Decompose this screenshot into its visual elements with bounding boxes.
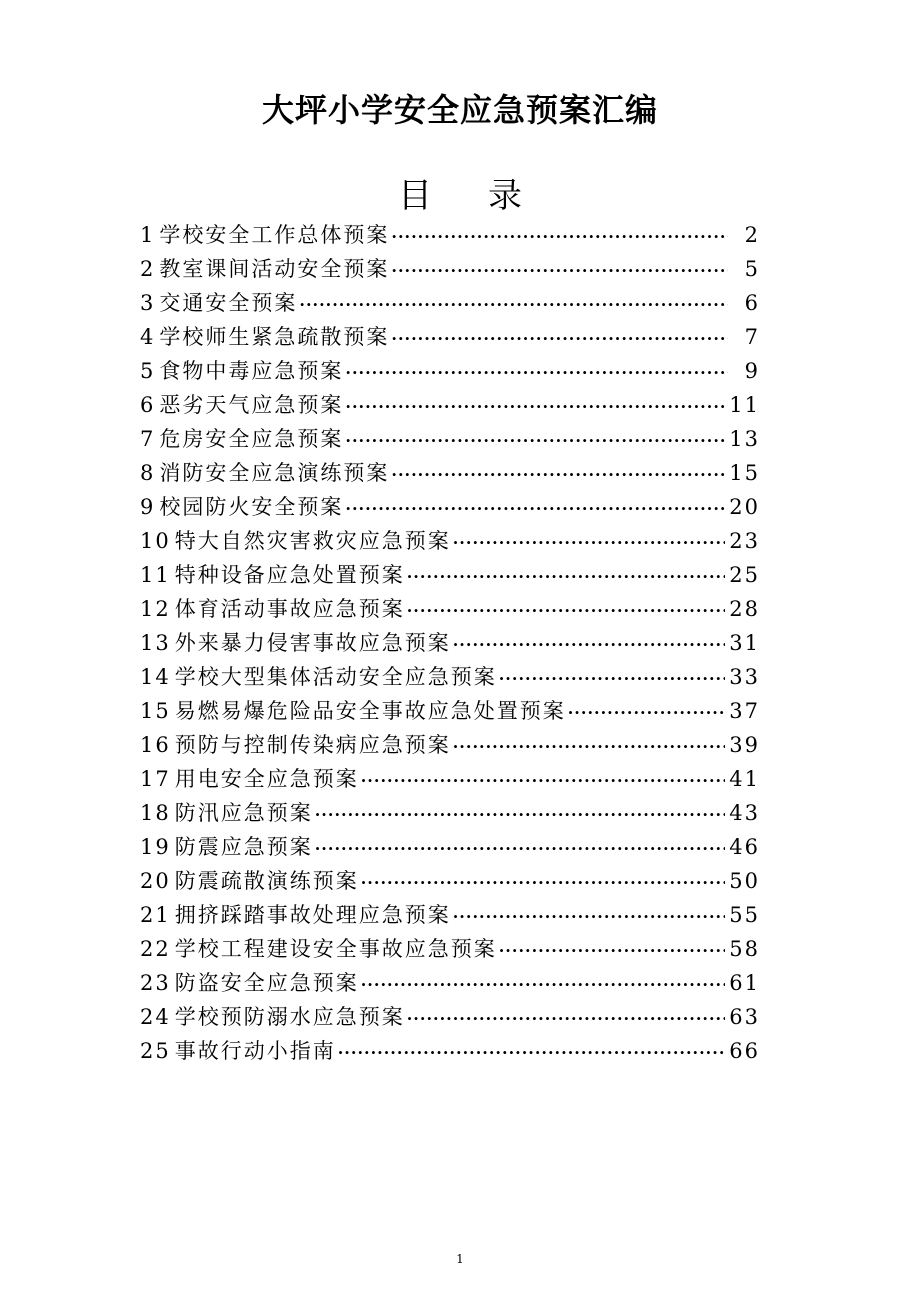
toc-entry-number: 7 bbox=[140, 427, 156, 451]
toc-dot-leader bbox=[338, 1036, 726, 1070]
toc-dot-leader bbox=[315, 832, 726, 866]
toc-entry-page: 7 bbox=[744, 325, 760, 349]
toc-entry-number: 19 bbox=[140, 835, 171, 859]
toc-dot-leader bbox=[391, 254, 728, 288]
toc-entry[interactable] bbox=[140, 422, 760, 456]
toc-dot-leader bbox=[345, 492, 725, 526]
toc-entry-number: 6 bbox=[140, 393, 156, 417]
toc-dot-leader bbox=[453, 526, 726, 560]
toc-entry-page: 11 bbox=[729, 393, 760, 417]
toc-dot-leader bbox=[345, 390, 725, 424]
toc-entry-title: 教室课间活动安全预案 bbox=[159, 257, 390, 281]
toc-entry-page: 25 bbox=[729, 563, 760, 587]
toc-entry-page: 41 bbox=[729, 767, 760, 791]
toc-entry[interactable] bbox=[140, 966, 760, 1000]
toc-entry-title: 消防安全应急演练预案 bbox=[159, 461, 390, 485]
toc-dot-leader bbox=[391, 220, 728, 254]
toc-dot-leader bbox=[391, 322, 728, 356]
toc-entry-number: 10 bbox=[140, 529, 171, 553]
toc-dot-leader bbox=[407, 594, 726, 628]
toc-entry-title: 外来暴力侵害事故应急预案 bbox=[174, 631, 451, 655]
toc-entry-page: 55 bbox=[729, 903, 760, 927]
toc-entry-number: 15 bbox=[140, 699, 171, 723]
toc-entry[interactable] bbox=[140, 762, 760, 796]
toc-entry-page: 9 bbox=[744, 359, 760, 383]
toc-entry[interactable] bbox=[140, 218, 760, 252]
toc-entry[interactable] bbox=[140, 558, 760, 592]
toc-entry-number: 13 bbox=[140, 631, 171, 655]
toc-entry-title: 学校工程建设安全事故应急预案 bbox=[174, 937, 497, 961]
toc-entry[interactable] bbox=[140, 592, 760, 626]
toc-entry-page: 5 bbox=[744, 257, 760, 281]
toc-entry-page: 39 bbox=[729, 733, 760, 757]
toc-entry[interactable] bbox=[140, 694, 760, 728]
toc-entry-number: 20 bbox=[140, 869, 171, 893]
toc-dot-leader bbox=[407, 560, 726, 594]
toc-entry-title: 恶劣天气应急预案 bbox=[159, 393, 344, 417]
toc-entry-title: 防震疏散演练预案 bbox=[174, 869, 359, 893]
toc-entry-title: 易燃易爆危险品安全事故应急处置预案 bbox=[174, 699, 566, 723]
toc-entry[interactable] bbox=[140, 490, 760, 524]
toc-entry-page: 15 bbox=[729, 461, 760, 485]
page-number: 1 bbox=[456, 1252, 464, 1266]
toc-entry[interactable] bbox=[140, 932, 760, 966]
toc-entry[interactable] bbox=[140, 320, 760, 354]
toc-entry[interactable] bbox=[140, 1034, 760, 1068]
toc-entry-page: 43 bbox=[729, 801, 760, 825]
toc-entry-number: 23 bbox=[140, 971, 171, 995]
toc-heading bbox=[0, 174, 920, 218]
toc-heading-char-2: 录 bbox=[488, 176, 522, 216]
toc-entry-title: 学校预防溺水应急预案 bbox=[174, 1005, 405, 1029]
toc-entry-page: 61 bbox=[729, 971, 760, 995]
toc-entry-title: 防盗安全应急预案 bbox=[174, 971, 359, 995]
toc-dot-leader bbox=[345, 356, 728, 390]
toc-entry-title: 体育活动事故应急预案 bbox=[174, 597, 405, 621]
toc-entry-number: 2 bbox=[140, 257, 156, 281]
toc-dot-leader bbox=[361, 866, 726, 900]
toc-entry-title: 事故行动小指南 bbox=[174, 1039, 336, 1063]
toc-entry-number: 22 bbox=[140, 937, 171, 961]
toc-entry-page: 31 bbox=[729, 631, 760, 655]
toc-entry[interactable] bbox=[140, 1000, 760, 1034]
toc-entry[interactable] bbox=[140, 456, 760, 490]
toc-entry[interactable] bbox=[140, 660, 760, 694]
toc-entry-page: 2 bbox=[744, 223, 760, 247]
toc-entry-page: 58 bbox=[729, 937, 760, 961]
toc-entry-number: 9 bbox=[140, 495, 156, 519]
toc-entry[interactable] bbox=[140, 252, 760, 286]
toc-dot-leader bbox=[453, 900, 726, 934]
toc-entry-title: 交通安全预案 bbox=[159, 291, 298, 315]
toc-dot-leader bbox=[361, 764, 726, 798]
toc-entry-page: 63 bbox=[729, 1005, 760, 1029]
document-title: 大坪小学安全应急预案汇编 bbox=[261, 91, 658, 129]
toc-entry[interactable] bbox=[140, 728, 760, 762]
toc-dot-leader bbox=[391, 458, 725, 492]
toc-entry-title: 学校安全工作总体预案 bbox=[159, 223, 390, 247]
toc-entry-number: 18 bbox=[140, 801, 171, 825]
toc-entry-title: 拥挤踩踏事故处理应急预案 bbox=[174, 903, 451, 927]
toc-dot-leader bbox=[453, 730, 726, 764]
toc-entry-number: 21 bbox=[140, 903, 171, 927]
toc-entry-title: 学校师生紧急疏散预案 bbox=[159, 325, 390, 349]
toc-entry-page: 33 bbox=[729, 665, 760, 689]
toc-entry-title: 校园防火安全预案 bbox=[159, 495, 344, 519]
toc-dot-leader bbox=[499, 662, 726, 696]
toc-dot-leader bbox=[499, 934, 726, 968]
toc-entry-page: 50 bbox=[729, 869, 760, 893]
toc-entry-title: 特种设备应急处置预案 bbox=[174, 563, 405, 587]
toc-entry[interactable] bbox=[140, 864, 760, 898]
toc-entry-number: 12 bbox=[140, 597, 171, 621]
toc-dot-leader bbox=[345, 424, 725, 458]
toc-entry-page: 37 bbox=[729, 699, 760, 723]
toc-entry[interactable] bbox=[140, 626, 760, 660]
toc-entry-number: 14 bbox=[140, 665, 171, 689]
toc-entry-page: 66 bbox=[729, 1039, 760, 1063]
toc-entry-title: 食物中毒应急预案 bbox=[159, 359, 344, 383]
toc-entry-title: 用电安全应急预案 bbox=[174, 767, 359, 791]
toc-heading-char-1: 目 bbox=[398, 176, 432, 216]
toc-entry[interactable] bbox=[140, 898, 760, 932]
toc-entry-number: 8 bbox=[140, 461, 156, 485]
toc-entry-page: 23 bbox=[729, 529, 760, 553]
toc-entry-title: 防汛应急预案 bbox=[174, 801, 313, 825]
toc-entry[interactable] bbox=[140, 286, 760, 320]
toc-entry-number: 16 bbox=[140, 733, 171, 757]
toc-entry-number: 4 bbox=[140, 325, 156, 349]
toc-dot-leader bbox=[568, 696, 726, 730]
toc-dot-leader bbox=[299, 288, 728, 322]
toc-entry[interactable] bbox=[140, 388, 760, 422]
toc-entry-page: 46 bbox=[729, 835, 760, 859]
toc-entry-number: 17 bbox=[140, 767, 171, 791]
toc-entry-page: 6 bbox=[744, 291, 760, 315]
toc-entry-title: 学校大型集体活动安全应急预案 bbox=[174, 665, 497, 689]
toc-entry[interactable] bbox=[140, 354, 760, 388]
toc-entry[interactable] bbox=[140, 796, 760, 830]
toc-entry-title: 特大自然灾害救灾应急预案 bbox=[174, 529, 451, 553]
toc-entry-number: 1 bbox=[140, 223, 156, 247]
toc-dot-leader bbox=[453, 628, 726, 662]
toc-entry-number: 3 bbox=[140, 291, 156, 315]
toc-entry-page: 13 bbox=[729, 427, 760, 451]
table-of-contents bbox=[140, 218, 760, 1068]
toc-dot-leader bbox=[361, 968, 726, 1002]
toc-dot-leader bbox=[315, 798, 726, 832]
toc-entry[interactable] bbox=[140, 830, 760, 864]
toc-entry-title: 预防与控制传染病应急预案 bbox=[174, 733, 451, 757]
toc-entry-title: 危房安全应急预案 bbox=[159, 427, 344, 451]
toc-entry-number: 24 bbox=[140, 1005, 171, 1029]
toc-entry-number: 5 bbox=[140, 359, 156, 383]
toc-entry-title: 防震应急预案 bbox=[174, 835, 313, 859]
toc-entry-number: 25 bbox=[140, 1039, 171, 1063]
toc-entry-page: 28 bbox=[729, 597, 760, 621]
toc-entry-page: 20 bbox=[729, 495, 760, 519]
toc-entry[interactable] bbox=[140, 524, 760, 558]
toc-entry-number: 11 bbox=[140, 563, 171, 587]
toc-dot-leader bbox=[407, 1002, 726, 1036]
